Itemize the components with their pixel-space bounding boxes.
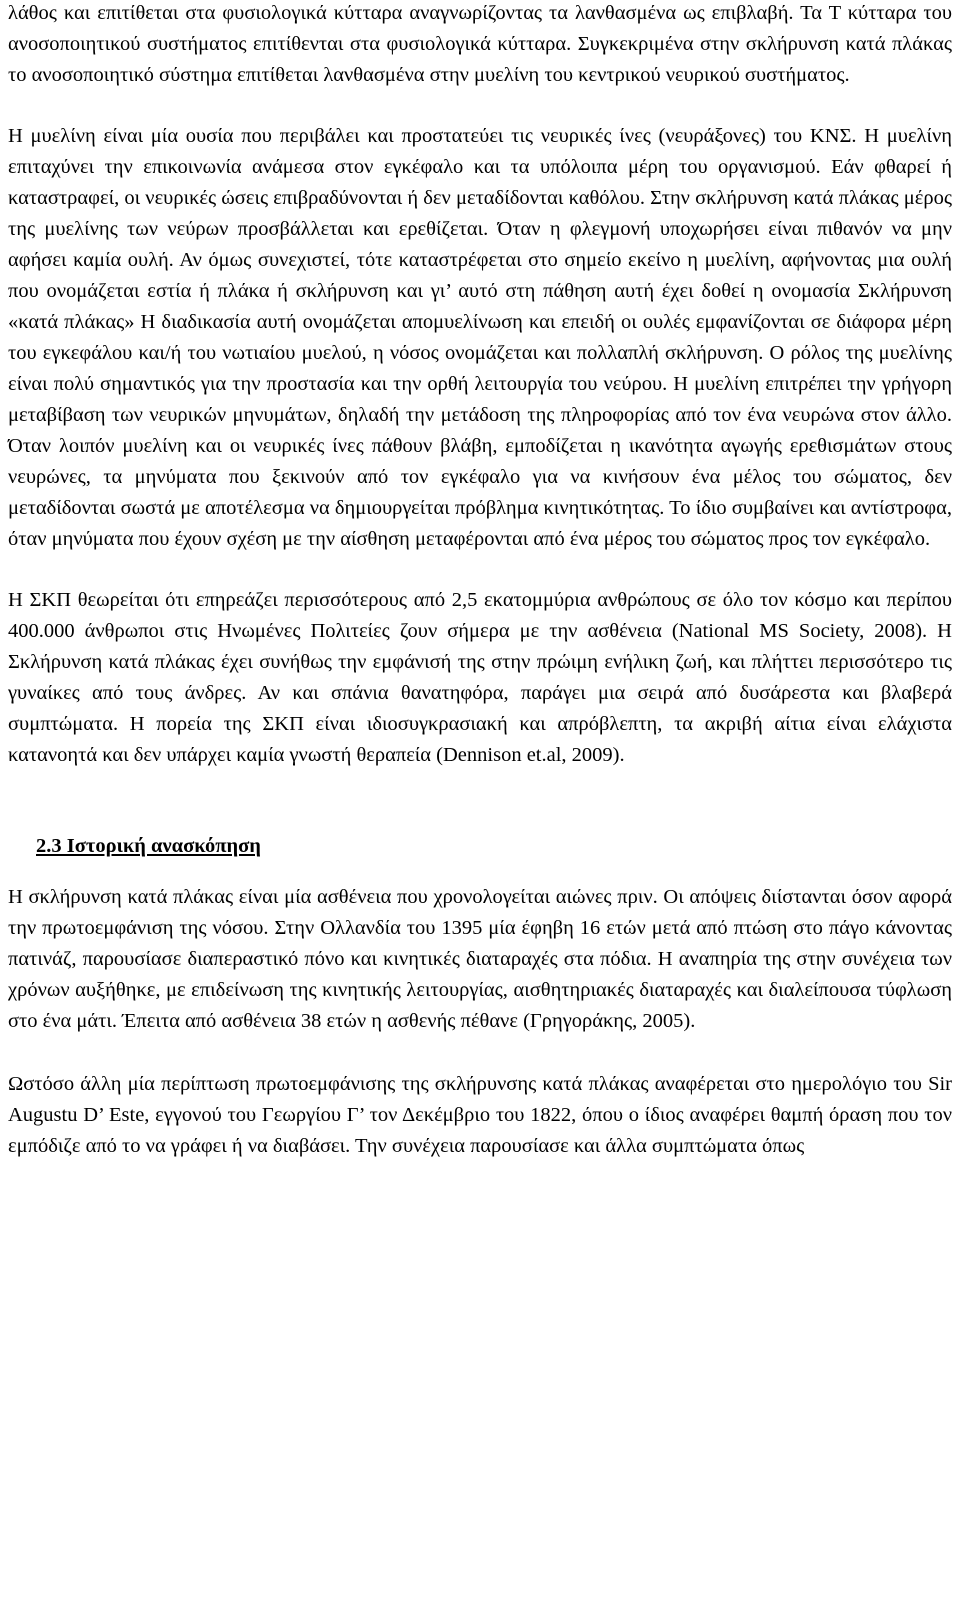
paragraph-epidemiology: Η ΣΚΠ θεωρείται ότι επηρεάζει περισσότερους από 2,5 εκατομμύρια ανθρώπους σε όλο τον κόσμο και περίπου 400.000 άνθρωποι στις Ηνωμένες Πολιτείες ζουν σήμερα με την ασθένεια (National MS Society, 2008). Η Σκλήρυνση κατά πλάκας έχει συνήθως την εμφάνισή της στην πρώιμη ενήλικη ζωή, και πλήττει περισσότερο τις γυναίκες από τους άνδρες. Αν και σπάνια θανατηφόρα, παράγει μια σειρά από δυσάρεστα και βλαβερά συμπτώματα. Η πορεία της ΣΚΠ είναι ιδιοσυγκρασιακή και απρόβλεπτη, τα ακριβή αίτια είναι ελάχιστα κατανοητά και δεν υπάρχει καμία γνωστή θεραπεία (Dennison et.al, 2009). xyxy=(8,589,952,766)
spacer xyxy=(8,555,952,585)
paragraph-immune-attack: λάθος και επιτίθεται στα φυσιολογικά κύτταρα αναγνωρίζοντας τα λανθασμένα ως επιβλαβή. Τα Τ κύτταρα του ανοσοποιητικού συστήματος επιτίθενται στα φυσιολογικά κύτταρα. Συγκεκριμένα στην σκλήρυνση κατά πλάκας το ανοσοποιητικό σύστημα επιτίθεται λανθασμένα στην μυελίνη του κεντρικού νευρικού συστήματος. xyxy=(8,2,952,86)
paragraph-history: Η σκλήρυνση κατά πλάκας είναι μία ασθένεια που χρονολογείται αιώνες πριν. Οι απόψεις διίστανται όσον αφορά την πρωτοεμφάνιση της νόσου. Στην Ολλανδία του 1395 μία έφηβη 16 ετών μετά από πτώση στο πάγο κάνοντας πατινάζ, παρουσίασε διαπεραστικό πόνο και κινητικές διαταραχές στα πόδια. Η αναπηρία της στην συνέχεια των χρόνων αυξήθηκε, με επιδείνωση της κινητικής λειτουργίας, αισθητηριακές διαταραχές και διαλείπουσα τύφλωση στο ένα μάτι. Έπειτα από ασθένεια 38 ετών η ασθενής πέθανε (Γρηγοράκης, 2005). xyxy=(8,886,952,1032)
spacer xyxy=(8,771,952,831)
spacer xyxy=(8,91,952,121)
paragraph-myelin: Η μυελίνη είναι μία ουσία που περιβάλει και προστατεύει τις νευρικές ίνες (νευράξονες) του ΚΝΣ. Η μυελίνη επιταχύνει την επικοινωνία ανάμεσα στον εγκέφαλο και τα υπόλοιπα μέρη του οργανισμού. Εάν φθαρεί ή καταστραφεί, οι νευρικές ώσεις επιβραδύνονται ή δεν μεταδίδονται καθόλου. Στην σκλήρυνση κατά πλάκας μέρος της μυελίνης των νεύρων προσβάλλεται και ερεθίζεται. Όταν η φλεγμονή υποχωρήσει είναι πιθανόν να μην αφήσει καμία ουλή. Αν όμως συνεχιστεί, τότε καταστρέφεται στο σημείο εκείνο η μυελίνη, αφήνοντας μια ουλή που ονομάζεται εστία ή πλάκα ή σκλήρυνση και γι’ αυτό στη πάθηση αυτή έχει δοθεί η ονομασία Σκλήρυνση «κατά πλάκας» Η διαδικασία αυτή ονομάζεται απομυελίνωση και επειδή οι ουλές εμφανίζονται σε διάφορα μέρη του εγκεφάλου και/ή του νωτιαίου μυελού, η νόσος ονομάζεται και πολλαπλή σκλήρυνση. Ο ρόλος της μυελίνης είναι πολύ σημαντικός για την προστασία και την ορθή λειτουργία του νεύρου. Η μυελίνη επιτρέπει την γρήγορη μεταβίβαση των νευρικών μηνυμάτων, δηλαδή την μετάδοση της πληροφορίας από τον ένα νευρώνα στον άλλο. Όταν λοιπόν μυελίνη και οι νευρικές ίνες πάθουν βλάβη, εμποδίζεται η ικανότητα αγωγής ερεθισμάτων στους νευρώνες, τα μηνύματα που ξεκινούν από τον εγκέφαλο για να κινήσουν ένα μέλος του σώματος, δεν μεταδίδονται σωστά με αποτέλεσμα να δημιουργείται πρόβλημα κινητικότητας. Το ίδιο συμβαίνει και αντίστροφα, όταν μηνύματα που έχουν σχέση με την αίσθηση μεταφέρονται από ένα μέρος του σώματος προς τον εγκέφαλο. xyxy=(8,125,952,550)
paragraph-augustus: Ωστόσο άλλη μία περίπτωση πρωτοεμφάνισης της σκλήρυνσης κατά πλάκας αναφέρεται στο ημερολόγιο του Sir Augustu D’ Este, εγγονού του Γεωργίου Γ’ τον Δεκέμβριο του 1822, όπου ο ίδιος αναφέρει θαμπή όραση που τον εμπόδιζε από το να γράφει ή να διαβάσει. Την συνέχεια παρουσίασε και άλλα συμπτώματα όπως xyxy=(8,1073,952,1157)
spacer xyxy=(8,862,952,882)
document-page xyxy=(8,0,952,1162)
spacer xyxy=(8,1037,952,1069)
section-heading: 2.3 Ιστορική ανασκόπηση xyxy=(36,835,261,857)
